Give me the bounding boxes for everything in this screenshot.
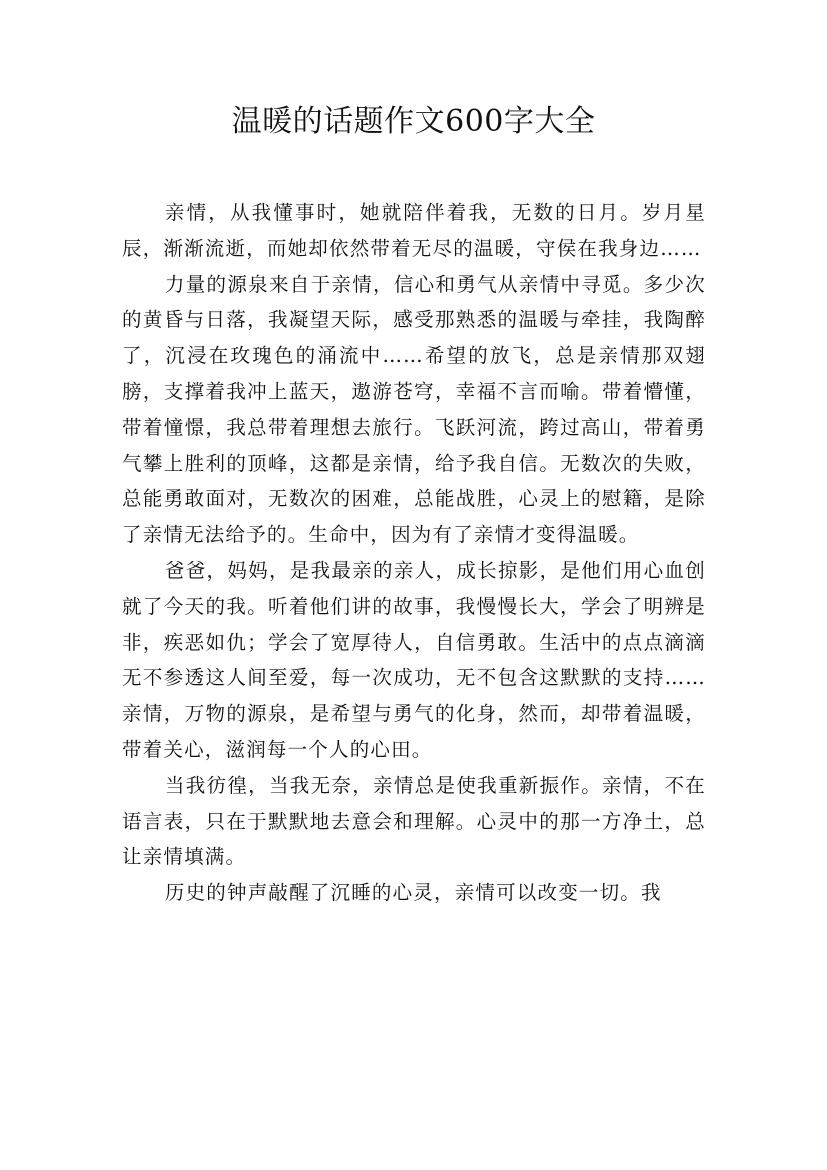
paragraph: 亲情，从我懂事时，她就陪伴着我，无数的日月。岁月星辰，渐渐流逝，而她却依然带着无尽的温暖，守侯在我身边…… <box>122 201 706 260</box>
paragraph: 当我彷徨，当我无奈，亲情总是使我重新振作。亲情，不在语言表，只在于默默地去意会和理解。心灵中的那一方净土，总让亲情填满。 <box>122 773 706 869</box>
paragraph: 爸爸，妈妈，是我最亲的亲人，成长掠影，是他们用心血创就了今天的我。听着他们讲的故事，我慢慢长大，学会了明辨是非，疾恶如仇；学会了宽厚待人，自信勇敢。生活中的点点滴滴无不参透这人间至爱，每一次成功，无不包含这默默的支持……亲情，万物的源泉，是希望与勇气的化身，然而，却带着温暖，带着关心，滋润每一个人的心田。 <box>122 558 706 761</box>
paragraph: 力量的源泉来自于亲情，信心和勇气从亲情中寻觅。多少次的黄昏与日落，我凝望天际，感受那熟悉的温暖与牵挂，我陶醉了，沉浸在玫瑰色的涌流中……希望的放飞，总是亲情那双翅膀，支撑着我冲上蓝天，遨游苍穹，幸福不言而喻。带着懵懂，带着憧憬，我总带着理想去旅行。飞跃河流，跨过高山，带着勇气攀上胜利的顶峰，这都是亲情，给予我自信。无数次的失败，总能勇敢面对，无数次的困难，总能战胜，心灵上的慰籍，是除了亲情无法给予的。生命中，因为有了亲情才变得温暖。 <box>122 272 706 547</box>
document-title: 温暖的话题作文600字大全 <box>231 104 596 139</box>
paragraph: 历史的钟声敲醒了沉睡的心灵，亲情可以改变一切。我 <box>164 881 662 905</box>
document-body <box>122 195 706 911</box>
